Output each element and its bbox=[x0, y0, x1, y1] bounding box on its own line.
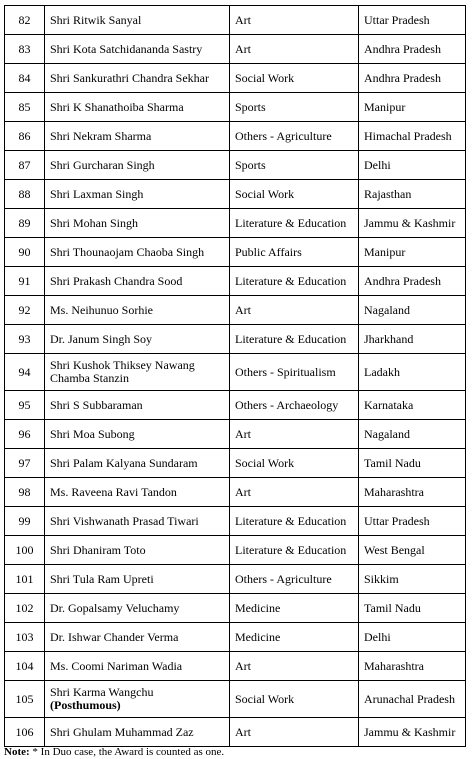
table-row bbox=[5, 93, 466, 122]
serial-number-cell: 98 bbox=[5, 478, 45, 507]
table-row bbox=[5, 623, 466, 652]
field-cell: Literature & Education bbox=[230, 507, 359, 536]
state-cell: Jharkhand bbox=[359, 325, 466, 354]
field-cell: Social Work bbox=[230, 64, 359, 93]
awardee-name-cell: Shri Ritwik Sanyal bbox=[45, 6, 230, 35]
field-cell: Literature & Education bbox=[230, 325, 359, 354]
state-cell: Andhra Pradesh bbox=[359, 64, 466, 93]
table-row bbox=[5, 6, 466, 35]
table-row bbox=[5, 354, 466, 391]
serial-number-cell: 95 bbox=[5, 391, 45, 420]
awards-table bbox=[4, 5, 466, 747]
awards-table-body bbox=[5, 6, 466, 747]
awardee-name-cell: Shri Kota Satchidananda Sastry bbox=[45, 35, 230, 64]
footnote-label: Note: bbox=[4, 746, 30, 758]
footnote-text: * In Duo case, the Award is counted as one. bbox=[29, 746, 225, 758]
field-cell: Sports bbox=[230, 151, 359, 180]
footnote bbox=[4, 746, 224, 759]
table-row bbox=[5, 391, 466, 420]
serial-number-cell: 89 bbox=[5, 209, 45, 238]
serial-number-cell: 87 bbox=[5, 151, 45, 180]
state-cell: Maharashtra bbox=[359, 652, 466, 681]
serial-number-cell: 82 bbox=[5, 6, 45, 35]
state-cell: Nagaland bbox=[359, 420, 466, 449]
state-cell: Manipur bbox=[359, 93, 466, 122]
awardee-name-cell: Ms. Coomi Nariman Wadia bbox=[45, 652, 230, 681]
awardee-name-cell: Shri Tula Ram Upreti bbox=[45, 565, 230, 594]
serial-number-cell: 102 bbox=[5, 594, 45, 623]
serial-number-cell: 85 bbox=[5, 93, 45, 122]
awardee-name-cell: Ms. Neihunuo Sorhie bbox=[45, 296, 230, 325]
state-cell: Karnataka bbox=[359, 391, 466, 420]
state-cell: Himachal Pradesh bbox=[359, 122, 466, 151]
awardee-name-cell: Shri Kushok Thiksey Nawang Chamba Stanzin bbox=[45, 354, 230, 391]
field-cell: Art bbox=[230, 652, 359, 681]
awardee-name-cell: Shri Prakash Chandra Sood bbox=[45, 267, 230, 296]
field-cell: Literature & Education bbox=[230, 209, 359, 238]
state-cell: Tamil Nadu bbox=[359, 449, 466, 478]
field-cell: Social Work bbox=[230, 681, 359, 718]
state-cell: Ladakh bbox=[359, 354, 466, 391]
state-cell: Delhi bbox=[359, 151, 466, 180]
table-row bbox=[5, 209, 466, 238]
serial-number-cell: 101 bbox=[5, 565, 45, 594]
table-row bbox=[5, 267, 466, 296]
table-row bbox=[5, 478, 466, 507]
serial-number-cell: 86 bbox=[5, 122, 45, 151]
field-cell: Literature & Education bbox=[230, 536, 359, 565]
state-cell: Rajasthan bbox=[359, 180, 466, 209]
table-row bbox=[5, 449, 466, 478]
awardee-name-cell: Shri Mohan Singh bbox=[45, 209, 230, 238]
state-cell: Andhra Pradesh bbox=[359, 35, 466, 64]
field-cell: Public Affairs bbox=[230, 238, 359, 267]
field-cell: Social Work bbox=[230, 449, 359, 478]
serial-number-cell: 104 bbox=[5, 652, 45, 681]
state-cell: Nagaland bbox=[359, 296, 466, 325]
field-cell: Art bbox=[230, 6, 359, 35]
table-row bbox=[5, 536, 466, 565]
state-cell: Sikkim bbox=[359, 565, 466, 594]
state-cell: Jammu & Kashmir bbox=[359, 718, 466, 747]
field-cell: Others - Spiritualism bbox=[230, 354, 359, 391]
field-cell: Medicine bbox=[230, 623, 359, 652]
serial-number-cell: 88 bbox=[5, 180, 45, 209]
field-cell: Literature & Education bbox=[230, 267, 359, 296]
table-row bbox=[5, 122, 466, 151]
awardee-name-cell: Shri Vishwanath Prasad Tiwari bbox=[45, 507, 230, 536]
state-cell: Uttar Pradesh bbox=[359, 507, 466, 536]
table-row bbox=[5, 238, 466, 267]
serial-number-cell: 96 bbox=[5, 420, 45, 449]
serial-number-cell: 97 bbox=[5, 449, 45, 478]
table-row bbox=[5, 180, 466, 209]
awardee-name-cell: Shri Sankurathri Chandra Sekhar bbox=[45, 64, 230, 93]
table-row bbox=[5, 420, 466, 449]
table-row bbox=[5, 296, 466, 325]
table-row bbox=[5, 565, 466, 594]
table-row bbox=[5, 325, 466, 354]
serial-number-cell: 91 bbox=[5, 267, 45, 296]
field-cell: Others - Agriculture bbox=[230, 122, 359, 151]
posthumous-label: (Posthumous) bbox=[50, 698, 121, 712]
awardee-name-cell: Shri Laxman Singh bbox=[45, 180, 230, 209]
awardee-name-cell: Dr. Gopalsamy Veluchamy bbox=[45, 594, 230, 623]
field-cell: Art bbox=[230, 420, 359, 449]
serial-number-cell: 83 bbox=[5, 35, 45, 64]
serial-number-cell: 92 bbox=[5, 296, 45, 325]
table-row bbox=[5, 681, 466, 718]
awardee-name-cell: Shri Palam Kalyana Sundaram bbox=[45, 449, 230, 478]
field-cell: Social Work bbox=[230, 180, 359, 209]
field-cell: Art bbox=[230, 718, 359, 747]
state-cell: Arunachal Pradesh bbox=[359, 681, 466, 718]
serial-number-cell: 94 bbox=[5, 354, 45, 391]
awardee-name-cell: Shri Dhaniram Toto bbox=[45, 536, 230, 565]
awardee-name-cell: Ms. Raveena Ravi Tandon bbox=[45, 478, 230, 507]
table-row bbox=[5, 652, 466, 681]
awardee-name-cell: Shri Moa Subong bbox=[45, 420, 230, 449]
serial-number-cell: 100 bbox=[5, 536, 45, 565]
table-row bbox=[5, 507, 466, 536]
awardee-name-cell: Shri K Shanathoiba Sharma bbox=[45, 93, 230, 122]
awardee-name-cell: Shri Gurcharan Singh bbox=[45, 151, 230, 180]
awardee-name-cell: Dr. Janum Singh Soy bbox=[45, 325, 230, 354]
serial-number-cell: 99 bbox=[5, 507, 45, 536]
serial-number-cell: 84 bbox=[5, 64, 45, 93]
state-cell: Jammu & Kashmir bbox=[359, 209, 466, 238]
field-cell: Art bbox=[230, 296, 359, 325]
field-cell: Medicine bbox=[230, 594, 359, 623]
awardee-name-cell: Shri S Subbaraman bbox=[45, 391, 230, 420]
serial-number-cell: 106 bbox=[5, 718, 45, 747]
awardee-name-cell: Shri Nekram Sharma bbox=[45, 122, 230, 151]
state-cell: West Bengal bbox=[359, 536, 466, 565]
state-cell: Maharashtra bbox=[359, 478, 466, 507]
awardee-name-cell: Shri Thounaojam Chaoba Singh bbox=[45, 238, 230, 267]
field-cell: Others - Agriculture bbox=[230, 565, 359, 594]
table-row bbox=[5, 718, 466, 747]
table-row bbox=[5, 35, 466, 64]
awardee-name-cell bbox=[45, 681, 230, 718]
field-cell: Art bbox=[230, 35, 359, 64]
table-row bbox=[5, 151, 466, 180]
state-cell: Uttar Pradesh bbox=[359, 6, 466, 35]
state-cell: Manipur bbox=[359, 238, 466, 267]
awardee-name-text: Shri Karma Wangchu bbox=[50, 685, 154, 699]
field-cell: Art bbox=[230, 478, 359, 507]
field-cell: Sports bbox=[230, 93, 359, 122]
state-cell: Andhra Pradesh bbox=[359, 267, 466, 296]
serial-number-cell: 103 bbox=[5, 623, 45, 652]
field-cell: Others - Archaeology bbox=[230, 391, 359, 420]
state-cell: Delhi bbox=[359, 623, 466, 652]
table-row bbox=[5, 594, 466, 623]
serial-number-cell: 93 bbox=[5, 325, 45, 354]
state-cell: Tamil Nadu bbox=[359, 594, 466, 623]
table-row bbox=[5, 64, 466, 93]
awardee-name-cell: Dr. Ishwar Chander Verma bbox=[45, 623, 230, 652]
serial-number-cell: 90 bbox=[5, 238, 45, 267]
serial-number-cell: 105 bbox=[5, 681, 45, 718]
awardee-name-cell: Shri Ghulam Muhammad Zaz bbox=[45, 718, 230, 747]
